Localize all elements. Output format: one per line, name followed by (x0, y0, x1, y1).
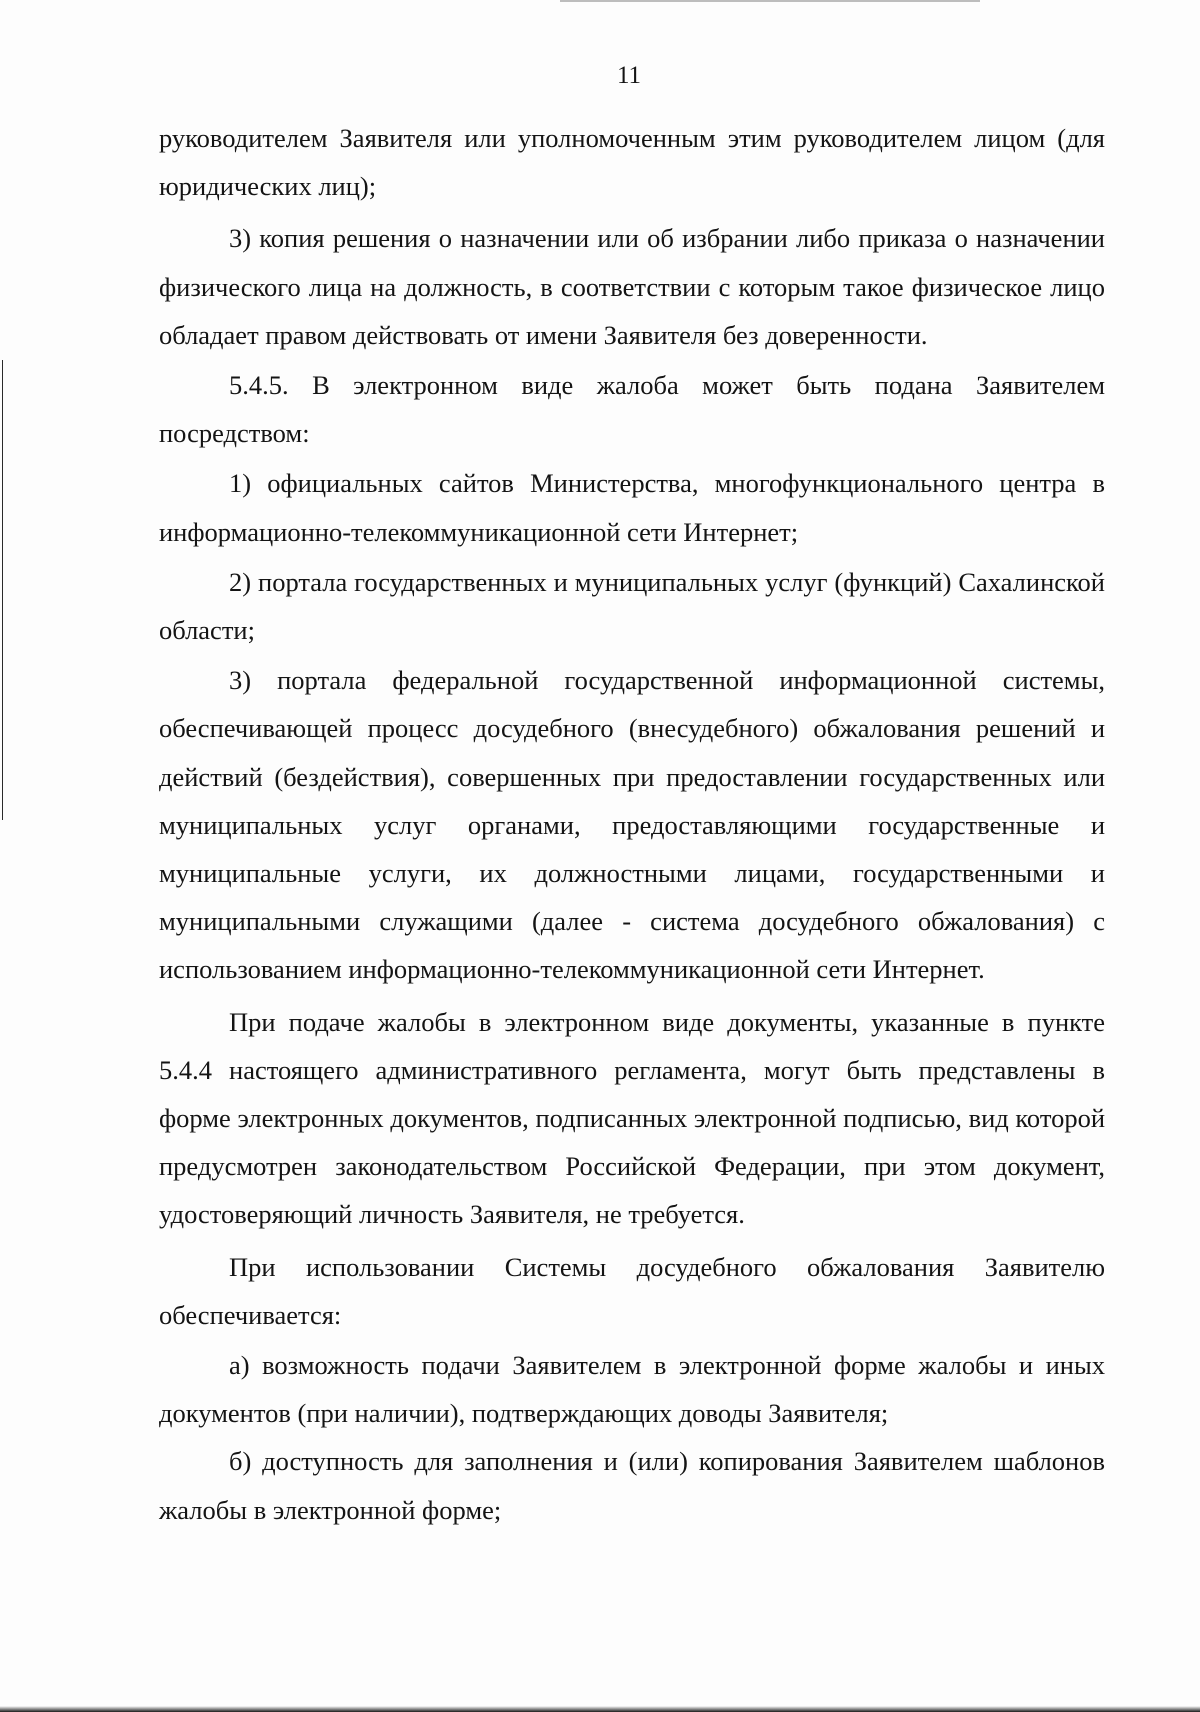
scan-artifact-left (2, 360, 3, 820)
scan-artifact-bottom (0, 1706, 1200, 1712)
paragraph-5-4-5: 5.4.5. В электронном виде жалоба может быть подана Заявителем посредством: (159, 370, 1105, 449)
paragraph-item-3-copy-decision: 3) копия решения о назначении или об избрании либо приказа о назначении физического лица на должность, в соответствии с которым такое физическое лицо обладает правом действовать от имени Заявителя без доверенности. (159, 223, 1105, 350)
document-body (159, 114, 1105, 1534)
paragraph-item-1-official-sites: 1) официальных сайтов Министерства, многофункционального центра в информационно-телекоммуникационной сети Интернет; (159, 468, 1105, 547)
paragraph-electronic-submission: При подаче жалобы в электронном виде документы, указанные в пункте 5.4.4 настоящего административного регламента, могут быть представлены в форме электронных документов, подписанных электронной подписью, вид которой предусмотрен законодательством Российской Федерации, при этом документ, удостоверяющий личность Заявителя, не требуется. (159, 1006, 1105, 1230)
scan-artifact-top (560, 0, 980, 2)
paragraph-item-2-portal: 2) портала государственных и муниципальных услуг (функций) Сахалинской области; (159, 566, 1105, 646)
paragraph-system-usage: При использовании Системы досудебного обжалования Заявителю обеспечивается: (159, 1251, 1105, 1330)
paragraph-item-3-federal-portal: 3) портала федеральной государственной информационной системы, обеспечивающей процесс досудебного (внесудебного) обжалования решений и действий (бездействия), совершенных при предоставлении государственных или муниципальных услуг органами, предоставляющими государственные и муниципальные услуги, их должностными лицами, государственными и муниципальными служащими (далее - система досудебного обжалования) с использованием информационно-телекоммуникационной сети Интернет. (159, 665, 1105, 985)
paragraph-item-a: а) возможность подачи Заявителем в электронной форме жалобы и иных документов (при наличии), подтверждающих доводы Заявителя; (159, 1350, 1105, 1429)
paragraph-item-b: б) доступность для заполнения и (или) копирования Заявителем шаблонов жалобы в электронной форме; (159, 1446, 1105, 1525)
page-number: 11 (616, 62, 642, 89)
paragraph-continuation: руководителем Заявителя или уполномоченным этим руководителем лицом (для юридических лиц); (159, 123, 1105, 202)
